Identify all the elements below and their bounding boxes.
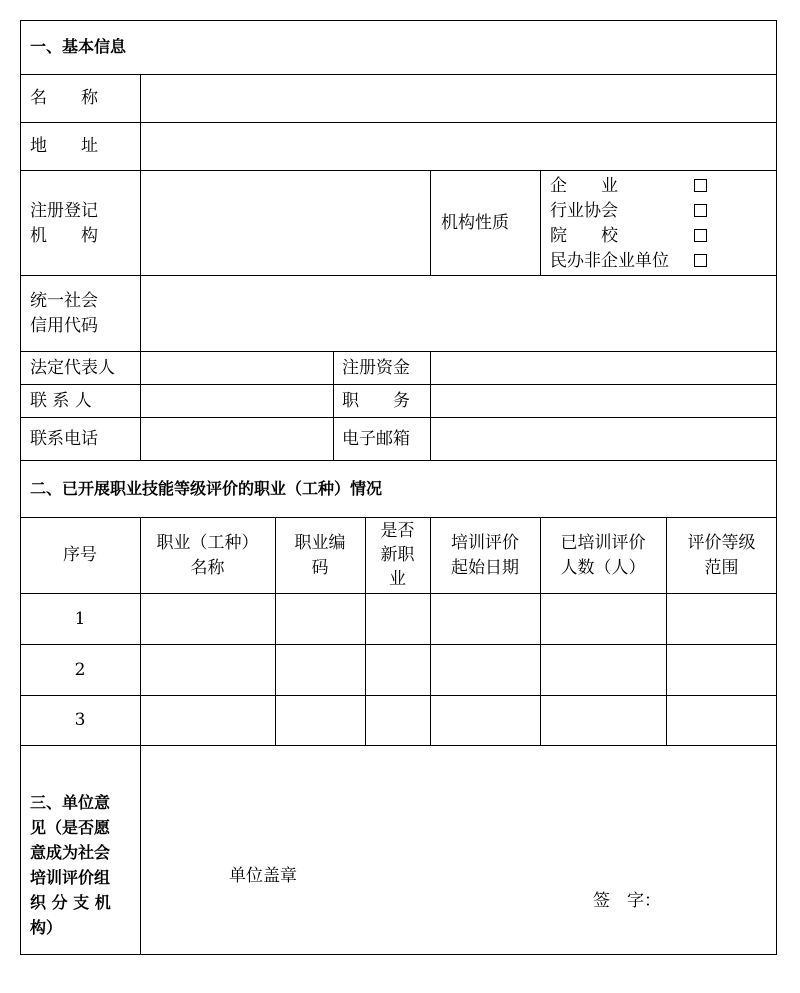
section-3-title-line2: 见（是否愿 bbox=[30, 818, 111, 837]
section-3-title-line5: 织 分 支 机 bbox=[30, 893, 111, 912]
legal-representative-label: 法定代表人 bbox=[30, 358, 115, 378]
unit-opinion-field[interactable] bbox=[141, 746, 776, 954]
option-enterprise-label: 企 业 bbox=[550, 176, 618, 196]
table-row-1-serial: 1 bbox=[74, 609, 86, 629]
email-label: 电子邮箱 bbox=[342, 429, 410, 449]
header-trained-count-line1: 已培训评价 bbox=[560, 533, 646, 553]
section-3-title-line1: 三、单位意 bbox=[30, 793, 111, 812]
table-row-2-cells[interactable] bbox=[141, 645, 776, 695]
header-level-range-line1: 评价等级 bbox=[687, 533, 756, 553]
table-row-2-serial: 2 bbox=[74, 660, 86, 680]
contact-person-label: 联 系 人 bbox=[30, 391, 92, 411]
header-occupation-code-line2: 码 bbox=[311, 558, 329, 578]
option-school-label: 院 校 bbox=[550, 226, 618, 246]
legal-representative-field[interactable] bbox=[141, 352, 333, 384]
registration-authority-label-line2: 机 构 bbox=[30, 226, 98, 246]
header-serial-no: 序号 bbox=[63, 545, 97, 565]
header-new-occupation-line2: 新职 bbox=[380, 545, 415, 565]
unit-seal-label: 单位盖章 bbox=[229, 866, 297, 886]
position-field[interactable] bbox=[431, 385, 776, 417]
option-industry-association-checkbox[interactable] bbox=[694, 204, 707, 217]
table-row-3-cells[interactable] bbox=[141, 696, 776, 745]
header-start-date-line1: 培训评价 bbox=[451, 533, 519, 553]
header-start-date-line2: 起始日期 bbox=[451, 558, 519, 578]
credit-code-label-line2: 信用代码 bbox=[30, 316, 98, 336]
credit-code-field[interactable] bbox=[141, 276, 776, 351]
registration-authority-label-line1: 注册登记 bbox=[30, 201, 98, 221]
table-row-3-serial: 3 bbox=[74, 710, 86, 730]
section-1-title: 一、基本信息 bbox=[30, 37, 127, 56]
credit-code-label-line1: 统一社会 bbox=[30, 291, 98, 311]
signature-label: 签 字： bbox=[593, 891, 661, 911]
registered-capital-field[interactable] bbox=[431, 352, 776, 384]
option-private-nonenterprise-checkbox[interactable] bbox=[694, 254, 707, 267]
contact-person-field[interactable] bbox=[141, 385, 333, 417]
address-label: 地 址 bbox=[30, 136, 98, 156]
name-label: 名 称 bbox=[30, 88, 98, 108]
header-trained-count-line2: 人数（人） bbox=[560, 558, 646, 578]
header-new-occupation-line3: 业 bbox=[389, 569, 406, 589]
section-3-title-line3: 意成为社会 bbox=[30, 843, 111, 862]
name-field[interactable] bbox=[141, 75, 776, 122]
header-occupation-name-line2: 名称 bbox=[190, 558, 225, 578]
org-nature-label: 机构性质 bbox=[441, 213, 509, 233]
section-3-title-line6: 构） bbox=[30, 918, 63, 937]
registered-capital-label: 注册资金 bbox=[342, 358, 410, 378]
option-industry-association-label: 行业协会 bbox=[550, 201, 618, 221]
phone-field[interactable] bbox=[141, 418, 333, 460]
position-label: 职 务 bbox=[342, 391, 410, 411]
address-field[interactable] bbox=[141, 123, 776, 170]
table-row-1-cells[interactable] bbox=[141, 594, 776, 644]
option-enterprise-checkbox[interactable] bbox=[694, 179, 707, 192]
header-level-range-line2: 范围 bbox=[704, 558, 739, 578]
section-3-title-line4: 培训评价组 bbox=[30, 868, 111, 887]
email-field[interactable] bbox=[431, 418, 776, 460]
section-2-title: 二、已开展职业技能等级评价的职业（工种）情况 bbox=[30, 479, 383, 498]
option-school-checkbox[interactable] bbox=[694, 229, 707, 242]
header-occupation-code-line1: 职业编 bbox=[294, 533, 346, 553]
header-occupation-name-line1: 职业（工种） bbox=[156, 533, 259, 553]
registration-authority-field[interactable] bbox=[141, 171, 430, 275]
option-private-nonenterprise-label: 民办非企业单位 bbox=[550, 251, 669, 271]
phone-label: 联系电话 bbox=[30, 429, 98, 449]
header-new-occupation-line1: 是否 bbox=[380, 521, 415, 541]
